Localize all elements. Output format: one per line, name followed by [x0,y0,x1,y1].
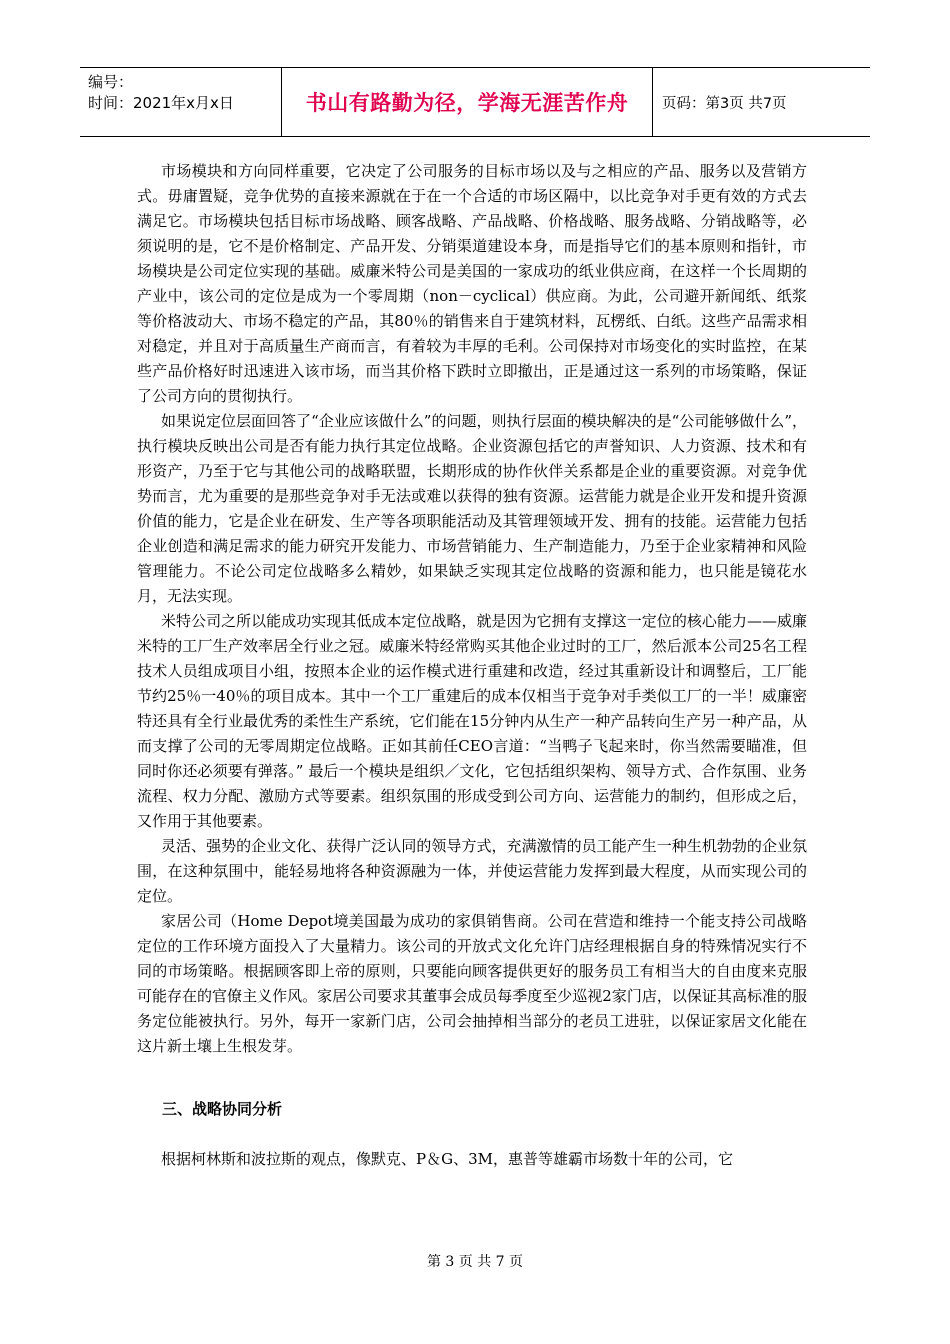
section-heading: 三、战略协同分析 [162,1100,283,1118]
body-paragraph-5: 家居公司（Home Depot境美国最为成功的家俱销售商。公司在营造和维持一个能支持公司战略定位的工作环境方面投入了大量精力。该公司的开放式文化允许门店经理根据自身的特殊情况实行不同的市场策略。根据顾客即上帝的原则，只要能向顾客提供更好的服务员工有相当大的自由度来克服可能存在的官僚主义作风。家居公司要求其董事会成员每季度至少巡视2家门店，以保证其高标准的服务定位能被执行。另外，每开一家新门店，公司会抽掉相当部分的老员工进驻，以保证家居文化能在这片新土壤上生根发芽。 [137,912,807,1055]
header-meta [80,68,282,136]
page-header [80,67,870,137]
document-number-label: 编号： [88,73,134,91]
header-motto: 书山有路勤为径，学海无涯苦作舟 [282,68,653,136]
document-time-label: 时间：2021年x月x日 [88,94,234,112]
body-paragraph-3: 米特公司之所以能成功实现其低成本定位战略，就是因为它拥有支撑这一定位的核心能力——威廉米特的工厂生产效率居全行业之冠。威廉米特经常购买其他企业过时的工厂，然后派本公司25名工程技术人员组成项目小组，按照本企业的运作模式进行重建和改造，经过其重新设计和调整后，工厂能节约25％一40％的项目成本。其中一个工厂重建后的成本仅相当于竞争对手类似工厂的一半！威廉密特还具有全行业最优秀的柔性生产系统，它们能在15分钟内从生产一种产品转向生产另一种产品，从而支撑了公司的无零周期定位战略。正如其前任CEO言道：“当鸭子飞起来时，你当然需要瞄准，但同时你还必须要有弹落。” 最后一个模块是组织／文化，它包括组织架构、领导方式、合作氛围、业务流程、权力分配、激励方式等要素。组织氛围的形成受到公司方向、运营能力的制约，但形成之后，又作用于其他要素。 [137,612,807,830]
body-paragraph-4: 灵活、强势的企业文化、获得广泛认同的领导方式，充满激情的员工能产生一种生机勃勃的企业氛围，在这种氛围中，能轻易地将各种资源融为一体，并使运营能力发挥到最大程度，从而实现公司的定位。 [137,837,807,905]
document-body [137,159,807,1172]
header-page-info: 页码：第3页 共7页 [662,95,787,112]
body-paragraph-1: 市场模块和方向同样重要，它决定了公司服务的目标市场以及与之相应的产品、服务以及营销方式。毋庸置疑，竞争优势的直接来源就在于在一个合适的市场区隔中，以比竞争对手更有效的方式去满足它。市场模块包括目标市场战略、顾客战略、产品战略、价格战略、服务战略、分销战略等，必须说明的是，它不是价格制定、产品开发、分销渠道建设本身，而是指导它们的基本原则和指针，市场模块是公司定位实现的基础。威廉米特公司是美国的一家成功的纸业供应商，在这样一个长周期的产业中，该公司的定位是成为一个零周期（non－cyclical）供应商。为此，公司避开新闻纸、纸浆等价格波动大、市场不稳定的产品，其80％的销售来自于建筑材料，瓦楞纸、白纸。这些产品需求相对稳定，并且对于高质量生产商而言，有着较为丰厚的毛利。公司保持对市场变化的实时监控，在某些产品价格好时迅速进入该市场，而当其价格下跌时立即撤出，正是通过这一系列的市场策略，保证了公司方向的贯彻执行。 [137,162,807,405]
body-paragraph-2: 如果说定位层面回答了“企业应该做什么”的问题，则执行层面的模块解决的是“公司能够做什么”，执行模块反映出公司是否有能力执行其定位战略。企业资源包括它的声誉知识、人力资源、技术和有形资产，乃至于它与其他公司的战略联盟，长期形成的协作伙伴关系都是企业的重要资源。对竞争优势而言，尤为重要的是那些竞争对手无法或难以获得的独有资源。运营能力就是企业开发和提升资源价值的能力，它是企业在研发、生产等各项职能活动及其管理领域开发、拥有的技能。运营能力包括企业创造和满足需求的能力研究开发能力、市场营销能力、生产制造能力，乃至于企业家精神和风险管理能力。不论公司定位战略多么精妙，如果缺乏实现其定位战略的资源和能力，也只能是镜花水月，无法实现。 [137,412,807,605]
page-footer: 第 3 页 共 7 页 [426,1254,524,1270]
body-paragraph-6: 根据柯林斯和波拉斯的观点，像默克、P＆G、3M，惠普等雄霸市场数十年的公司，它 [161,1150,733,1168]
